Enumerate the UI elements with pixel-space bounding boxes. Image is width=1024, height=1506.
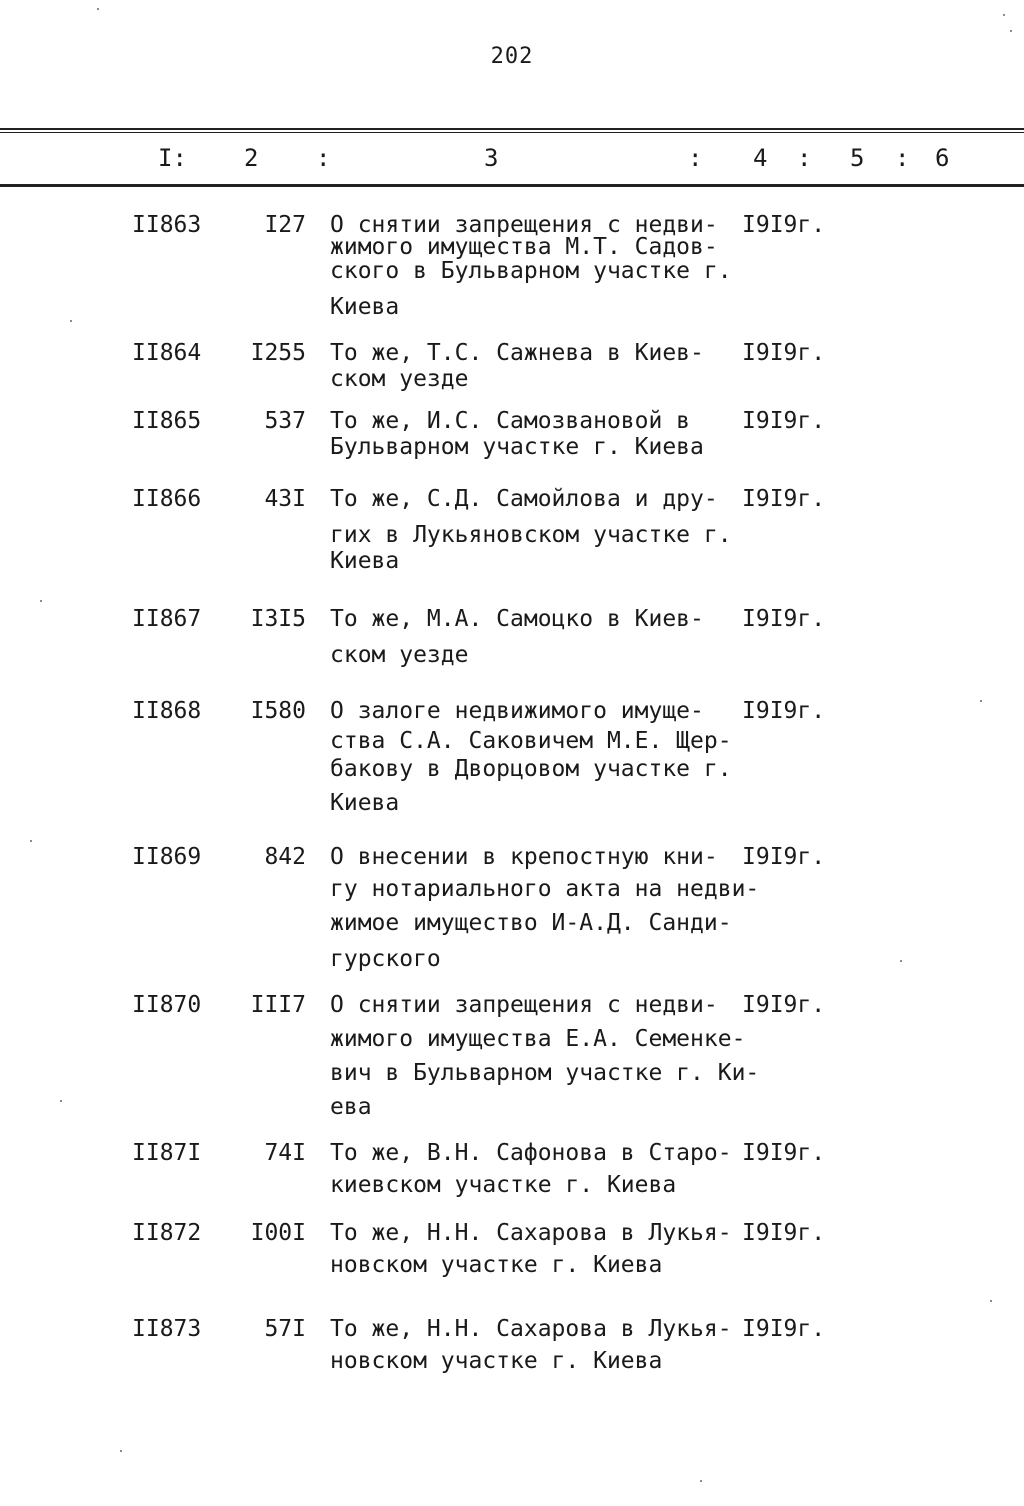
scan-speck bbox=[990, 1300, 992, 1302]
scan-speck bbox=[97, 8, 99, 10]
item-year: I9I9г. bbox=[742, 1220, 826, 1246]
column-header-2: 2 bbox=[244, 144, 259, 172]
item-count: 74I bbox=[264, 1140, 306, 1166]
description-line: То же, С.Д. Самойлова и дру- bbox=[330, 486, 718, 512]
item-number: II870 bbox=[132, 992, 202, 1018]
description-line: ском уезде bbox=[330, 642, 469, 668]
description-line: Киева bbox=[330, 294, 400, 320]
item-count: I3I5 bbox=[250, 606, 306, 632]
description-line: бакову в Дворцовом участке г. bbox=[330, 756, 732, 782]
description-line: гих в Лукьяновском участке г. bbox=[330, 522, 732, 548]
item-year: I9I9г. bbox=[742, 606, 826, 632]
item-number: II873 bbox=[132, 1316, 202, 1342]
description-line: гурского bbox=[330, 946, 441, 972]
item-count: 537 bbox=[264, 408, 306, 434]
description-line: гу нотариального акта на недви- bbox=[330, 876, 760, 902]
item-number: II865 bbox=[132, 408, 202, 434]
description-line: жимого имущества М.Т. Садов- bbox=[330, 234, 718, 260]
item-count: I27 bbox=[264, 212, 306, 238]
description-line: ского в Бульварном участке г. bbox=[330, 258, 732, 284]
description-line: То же, Н.Н. Сахарова в Лукья- bbox=[330, 1316, 732, 1342]
description-line: О снятии запрещения с недви- bbox=[330, 212, 718, 238]
description-line: Киева bbox=[330, 548, 400, 574]
header-bottom-rule bbox=[0, 184, 1024, 187]
description-line: О залоге недвижимого имуще- bbox=[330, 698, 704, 724]
header-top-rule-thin bbox=[0, 132, 1024, 133]
item-count: 43I bbox=[264, 486, 306, 512]
column-header-4: 4 bbox=[753, 144, 768, 172]
item-count: I255 bbox=[250, 340, 306, 366]
scan-speck bbox=[120, 1450, 122, 1452]
scan-speck bbox=[30, 840, 32, 842]
item-year: I9I9г. bbox=[742, 1140, 826, 1166]
description-line: ства С.А. Саковичем М.Е. Щер- bbox=[330, 728, 732, 754]
description-line: Киева bbox=[330, 790, 400, 816]
item-number: II869 bbox=[132, 844, 202, 870]
scan-speck bbox=[1003, 14, 1005, 16]
description-line: О внесении в крепостную кни- bbox=[330, 844, 718, 870]
column-header-3: 3 bbox=[484, 144, 499, 172]
description-line: То же, М.А. Самоцко в Киев- bbox=[330, 606, 704, 632]
description-line: ском уезде bbox=[330, 366, 469, 392]
description-line: жимое имущество И-А.Д. Санди- bbox=[330, 910, 732, 936]
description-line: жимого имущества Е.А. Семенке- bbox=[330, 1026, 746, 1052]
page-number: 202 bbox=[490, 44, 534, 69]
item-number: II863 bbox=[132, 212, 202, 238]
description-line: новском участке г. Киева bbox=[330, 1252, 663, 1278]
item-number: II87I bbox=[132, 1140, 202, 1166]
item-number: II867 bbox=[132, 606, 202, 632]
item-count: I00I bbox=[250, 1220, 306, 1246]
description-line: То же, Т.С. Сажнева в Киев- bbox=[330, 340, 704, 366]
scan-speck bbox=[700, 1480, 702, 1482]
description-line: Бульварном участке г. Киева bbox=[330, 434, 704, 460]
description-line: ева bbox=[330, 1094, 372, 1120]
scan-speck bbox=[60, 1100, 62, 1102]
item-number: II864 bbox=[132, 340, 202, 366]
column-header-row bbox=[0, 144, 1024, 174]
item-count: III7 bbox=[250, 992, 306, 1018]
item-year: I9I9г. bbox=[742, 844, 826, 870]
header-top-rule bbox=[0, 128, 1024, 130]
item-number: II866 bbox=[132, 486, 202, 512]
item-year: I9I9г. bbox=[742, 1316, 826, 1342]
item-year: I9I9г. bbox=[742, 486, 826, 512]
column-header-5: 5 bbox=[850, 144, 865, 172]
item-number: II868 bbox=[132, 698, 202, 724]
column-header-1: I: bbox=[158, 144, 187, 172]
description-line: То же, Н.Н. Сахарова в Лукья- bbox=[330, 1220, 732, 1246]
description-line: новском участке г. Киева bbox=[330, 1348, 663, 1374]
item-count: 842 bbox=[264, 844, 306, 870]
scan-speck bbox=[70, 320, 72, 322]
item-count: I580 bbox=[250, 698, 306, 724]
scan-speck bbox=[40, 600, 42, 602]
item-year: I9I9г. bbox=[742, 212, 826, 238]
description-line: То же, В.Н. Сафонова в Старо- bbox=[330, 1140, 732, 1166]
item-number: II872 bbox=[132, 1220, 202, 1246]
column-header-6: 6 bbox=[935, 144, 950, 172]
description-line: киевском участке г. Киева bbox=[330, 1172, 677, 1198]
item-year: I9I9г. bbox=[742, 340, 826, 366]
item-year: I9I9г. bbox=[742, 408, 826, 434]
description-line: О снятии запрещения с недви- bbox=[330, 992, 718, 1018]
column-separator: : bbox=[316, 144, 331, 172]
column-separator: : bbox=[895, 144, 910, 172]
scan-speck bbox=[900, 960, 902, 962]
item-count: 57I bbox=[264, 1316, 306, 1342]
column-separator: : bbox=[688, 144, 703, 172]
column-separator: : bbox=[797, 144, 812, 172]
scan-speck bbox=[1010, 30, 1012, 32]
description-line: вич в Бульварном участке г. Ки- bbox=[330, 1060, 760, 1086]
scan-speck bbox=[980, 700, 982, 702]
description-line: То же, И.С. Самозвановой в bbox=[330, 408, 691, 434]
item-year: I9I9г. bbox=[742, 992, 826, 1018]
item-year: I9I9г. bbox=[742, 698, 826, 724]
